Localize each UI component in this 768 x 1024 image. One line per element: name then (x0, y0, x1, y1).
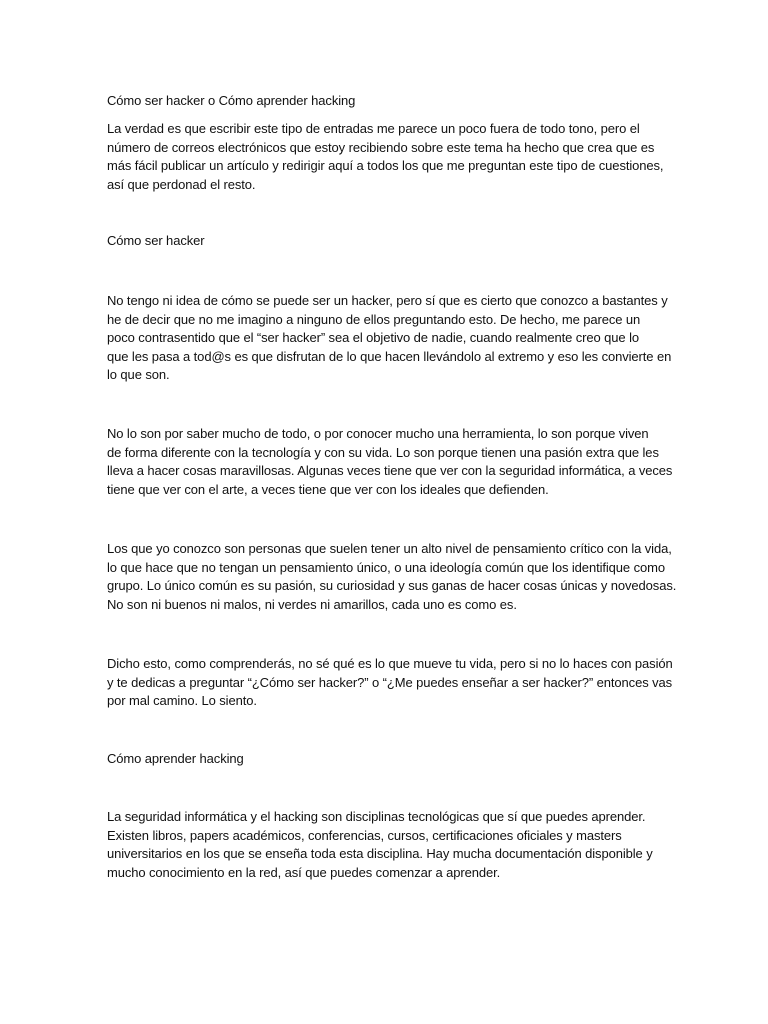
paragraph-line: Existen libros, papers académicos, conferencias, cursos, certificaciones oficiales y masters (107, 827, 622, 843)
paragraph-line: y te dedicas a preguntar “¿Cómo ser hacker?” o “¿Me puedes enseñar a ser hacker?” entonces vas (107, 674, 673, 690)
paragraph-line: lleva a hacer cosas maravillosas. Algunas veces tiene que ver con la seguridad informática, a veces (107, 463, 673, 479)
paragraph-2 (107, 425, 673, 499)
paragraph-line: mucho conocimiento en la red, así que puedes comenzar a aprender. (107, 864, 501, 880)
paragraph-line: lo que son. (107, 367, 170, 383)
section-heading-text: Cómo ser hacker (107, 233, 205, 248)
paragraph-line: No tengo ni idea de cómo se puede ser un hacker, pero sí que es cierto que conozco a bastantes y (107, 293, 668, 308)
paragraph-line: La verdad es que escribir este tipo de entradas me parece un poco fuera de todo tono, pero el (107, 121, 640, 136)
section-heading-ser-hacker (107, 232, 667, 251)
paragraph-4 (107, 655, 673, 711)
paragraph-line: más fácil publicar un artículo y redirigir aquí a todos los que me preguntan este tipo de cuestiones, (107, 158, 664, 174)
paragraph-line: que les pasa a tod@s es que disfrutan de lo que hacen llevándolo al extremo y eso les convierte en (107, 348, 672, 364)
paragraph-line: No lo son por saber mucho de todo, o por conocer mucho una herramienta, lo son porque viven (107, 426, 649, 441)
paragraph-line: grupo. Lo único común es su pasión, su curiosidad y sus ganas de hacer cosas únicas y novedosas. (107, 578, 677, 594)
paragraph-line: Los que yo conozco son personas que suelen tener un alto nivel de pensamiento crítico con la vida, (107, 541, 672, 556)
intro-paragraph (107, 120, 667, 194)
paragraph-line: universitarios en los que se enseña toda esta disciplina. Hay mucha documentación disponible y (107, 846, 653, 862)
paragraph-1 (107, 292, 672, 385)
paragraph-line: he de decir que no me imagino a ninguno de ellos preguntando esto. De hecho, me parece un (107, 311, 641, 327)
paragraph-line: Dicho esto, como comprenderás, no sé qué es lo que mueve tu vida, pero si no lo haces con pasión (107, 656, 673, 671)
paragraph-line: así que perdonad el resto. (107, 176, 256, 192)
paragraph-line: No son ni buenos ni malos, ni verdes ni amarillos, cada uno es como es. (107, 596, 517, 612)
section-heading-aprender-hacking (107, 750, 667, 769)
paragraph-3 (107, 540, 677, 614)
paragraph-line: número de correos electrónicos que estoy recibiendo sobre este tema ha hecho que crea que es (107, 139, 655, 155)
paragraph-line: de forma diferente con la tecnología y con su vida. Lo son porque tienen una pasión extra que les (107, 444, 659, 460)
paragraph-line: La seguridad informática y el hacking son disciplinas tecnológicas que sí que puedes aprender. (107, 809, 646, 824)
paragraph-5 (107, 808, 667, 882)
paragraph-line: lo que hace que no tengan un pensamiento único, o una ideología común que los identifique como (107, 559, 665, 575)
section-heading-text: Cómo aprender hacking (107, 751, 244, 766)
document-title-text: Cómo ser hacker o Cómo aprender hacking (107, 93, 356, 108)
paragraph-line: poco contrasentido que el “ser hacker” sea el objetivo de nadie, cuando realmente creo que lo (107, 330, 639, 346)
document-title (107, 92, 667, 111)
paragraph-line: por mal camino. Lo siento. (107, 693, 257, 709)
paragraph-line: tiene que ver con el arte, a veces tiene que ver con los ideales que defienden. (107, 481, 549, 497)
